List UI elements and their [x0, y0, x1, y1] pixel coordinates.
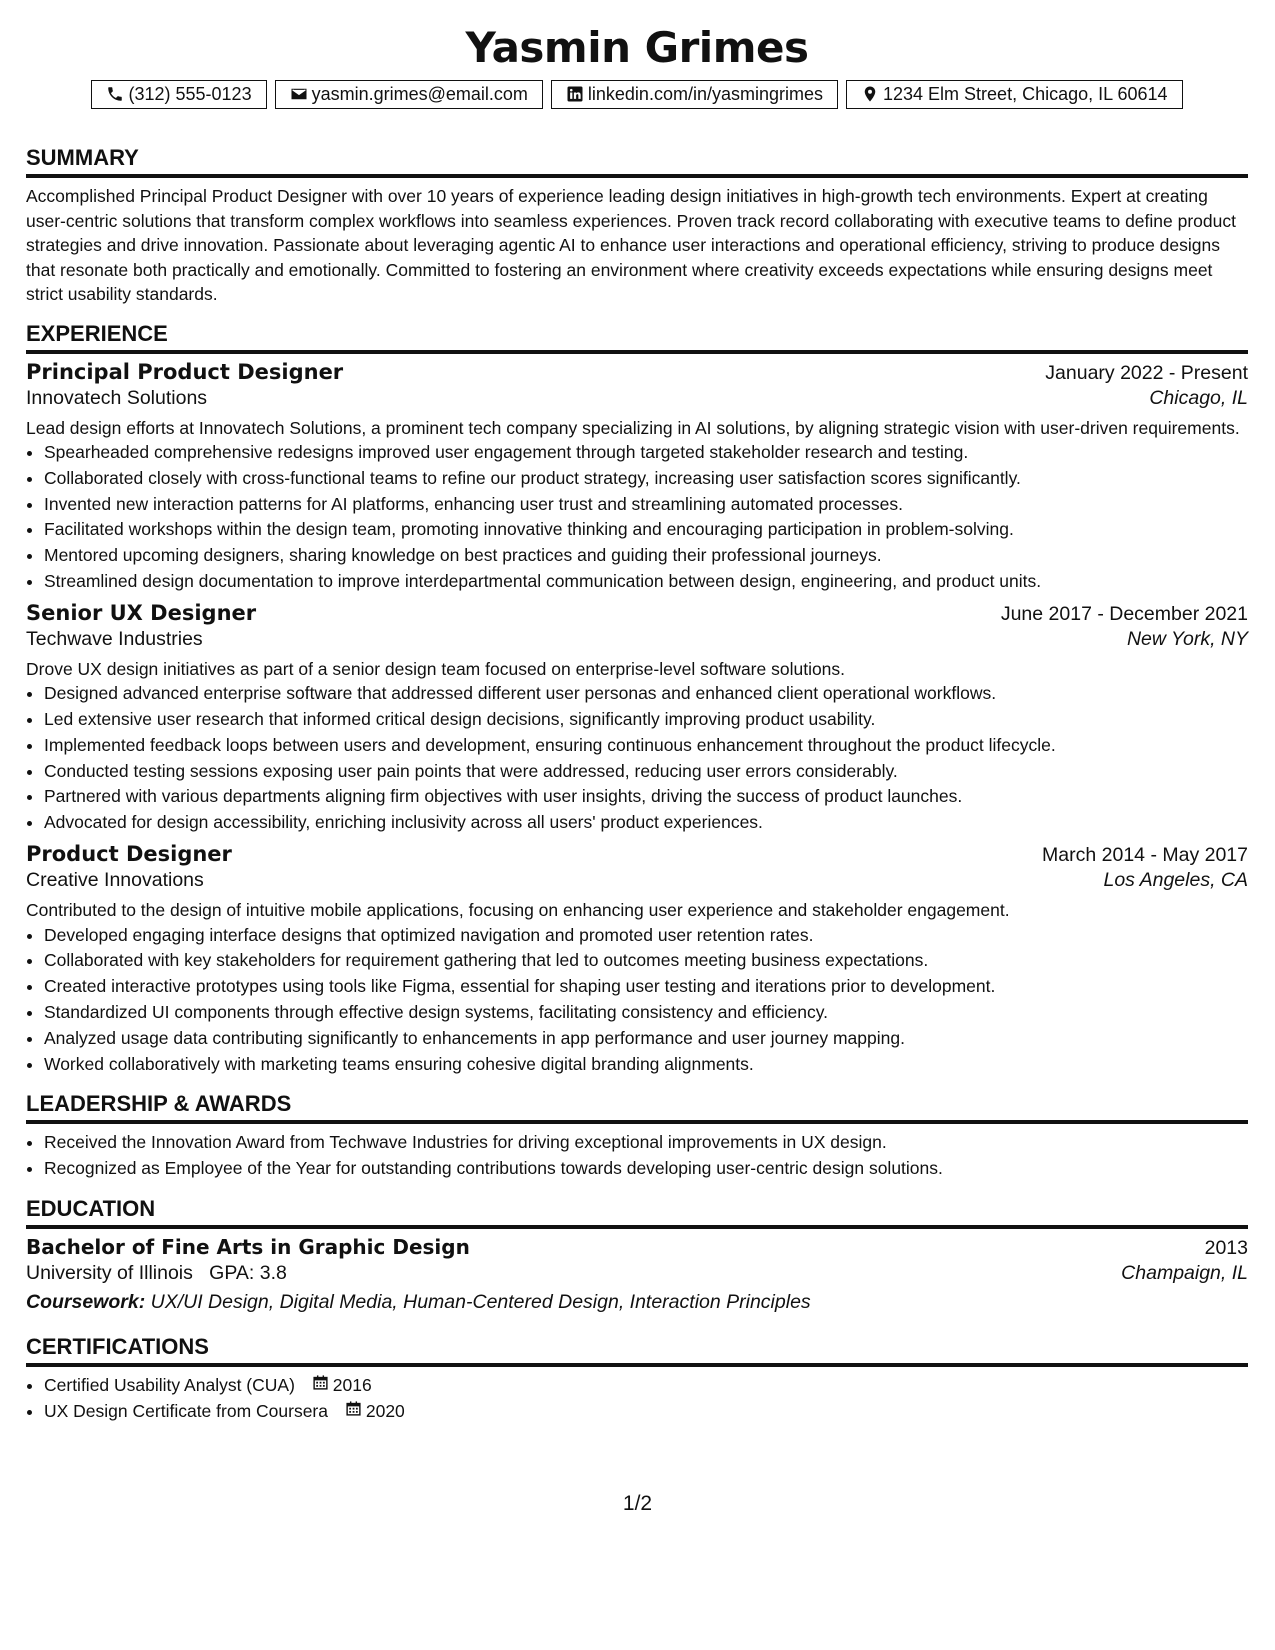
cert-year: 2016: [332, 1374, 372, 1395]
envelope-icon: [290, 85, 308, 103]
education-section: [26, 1196, 1248, 1314]
list-item: • Led extensive user research that informed critical design decisions, significantly improving product usability.: [44, 707, 1248, 733]
contact-phone[interactable]: [91, 80, 266, 109]
job-location: Los Angeles, CA: [1103, 869, 1248, 892]
summary-section: [26, 145, 1248, 307]
job-company: Innovatech Solutions: [26, 386, 208, 409]
degree-title: Bachelor of Fine Arts in Graphic Design: [26, 1234, 470, 1259]
school-location: Champaign, IL: [1121, 1261, 1248, 1284]
contact-address[interactable]: [846, 80, 1183, 109]
list-item: • Recognized as Employee of the Year for outstanding contributions towards developing user-centric design solutions.: [44, 1156, 1248, 1182]
list-item: • Partnered with various departments aligning firm objectives with user insights, driving the success of product launches.: [44, 784, 1248, 810]
gpa: GPA: 3.8: [209, 1261, 287, 1284]
cert-year: 2020: [365, 1400, 405, 1421]
section-title-experience: EXPERIENCE: [26, 321, 1248, 354]
coursework-label: Coursework:: [26, 1290, 146, 1313]
list-item: • Invented new interaction patterns for AI platforms, enhancing user trust and streamlining automated processes.: [44, 492, 1248, 518]
coursework-list: UX/UI Design, Digital Media, Human-Centered Design, Interaction Principles: [150, 1290, 811, 1313]
job-dates: March 2014 - May 2017: [1042, 844, 1248, 867]
list-item: • Facilitated workshops within the design team, promoting innovative thinking and encouraging participation in problem-solving.: [44, 517, 1248, 543]
resume-page: [26, 0, 1248, 1425]
list-item: • Spearheaded comprehensive redesigns improved user engagement through targeted stakeholder research and testing.: [44, 440, 1248, 466]
job-dates: January 2022 - Present: [1045, 361, 1248, 384]
summary-text: Accomplished Principal Product Designer with over 10 years of experience leading design initiatives in high-growth tech environments. Expert at creating user-centric solutions that transform complex workflows into seamless experiences. Proven track record collaborating with executive teams to define product strategies and drive innovation. Passionate about leveraging agentic AI to enhance user interactions and operational efficiency, striving to produce designs that resonate both practically and emotionally. Committed to fostering an environment where creativity exceeds expectations while ensuring designs meet strict usability standards.: [26, 186, 1236, 304]
list-item: • Implemented feedback loops between users and development, ensuring continuous enhancement throughout the product lifecycle.: [44, 733, 1248, 759]
experience-section: [26, 321, 1248, 1078]
candidate-name: Yasmin Grimes: [465, 23, 809, 72]
job-entry: [26, 842, 1248, 1077]
contact-email[interactable]: [275, 80, 543, 109]
section-title-certifications: CERTIFICATIONS: [26, 1334, 1248, 1367]
list-item: [44, 1373, 1248, 1399]
list-item: • Analyzed usage data contributing significantly to enhancements in app performance and user journey mapping.: [44, 1026, 1248, 1052]
contact-bar: [26, 80, 1248, 109]
address-text: 1234 Elm Street, Chicago, IL 60614: [883, 84, 1168, 104]
job-company: Creative Innovations: [26, 869, 204, 892]
job-entry: [26, 601, 1248, 836]
leadership-section: [26, 1091, 1248, 1182]
list-item: • Worked collaboratively with marketing teams ensuring cohesive digital branding alignments.: [44, 1052, 1248, 1078]
list-item: • Developed engaging interface designs that optimized navigation and promoted user retention rates.: [44, 923, 1248, 949]
section-title-education: EDUCATION: [26, 1196, 1248, 1229]
list-item: • Standardized UI components through effective design systems, facilitating consistency and efficiency.: [44, 1000, 1248, 1026]
certifications-section: [26, 1334, 1248, 1425]
job-bullets: [26, 681, 1248, 836]
job-entry: [26, 360, 1248, 595]
calendar-icon: [345, 1399, 362, 1425]
list-item: • Received the Innovation Award from Techwave Industries for driving exceptional improvements in UX design.: [44, 1130, 1248, 1156]
awards-list: [26, 1130, 1248, 1182]
phone-icon: [106, 85, 124, 103]
certifications-list: [26, 1373, 1248, 1425]
coursework: [26, 1291, 1248, 1314]
job-company: Techwave Industries: [26, 627, 203, 650]
phone-text: (312) 555-0123: [128, 84, 252, 104]
section-title-leadership: LEADERSHIP & AWARDS: [26, 1091, 1248, 1124]
cert-name: Certified Usability Analyst (CUA): [44, 1374, 295, 1395]
job-title: Product Designer: [26, 842, 232, 867]
cert-name: UX Design Certificate from Coursera: [44, 1400, 328, 1421]
list-item: • Streamlined design documentation to improve interdepartmental communication between design, engineering, and product units.: [44, 569, 1248, 595]
email-text: yasmin.grimes@email.com: [311, 84, 528, 104]
list-item: [44, 1399, 1248, 1425]
job-description: Lead design efforts at Innovatech Solutions, a prominent tech company specializing in AI solutions, by aligning strategic vision with user-driven requirements.: [26, 417, 1240, 438]
list-item: • Advocated for design accessibility, enriching inclusivity across all users' product experiences.: [44, 810, 1248, 836]
list-item: • Collaborated closely with cross-functional teams to refine our product strategy, increasing user satisfaction scores significantly.: [44, 466, 1248, 492]
section-title-summary: SUMMARY: [26, 145, 1248, 178]
page-number: 1/2: [622, 1492, 653, 1515]
list-item: • Collaborated with key stakeholders for requirement gathering that led to outcomes meeting business expectations.: [44, 948, 1248, 974]
list-item: • Created interactive prototypes using tools like Figma, essential for shaping user testing and iterations prior to development.: [44, 974, 1248, 1000]
job-bullets: [26, 923, 1248, 1078]
list-item: • Mentored upcoming designers, sharing knowledge on best practices and guiding their professional journeys.: [44, 543, 1248, 569]
job-description: Drove UX design initiatives as part of a senior design team focused on enterprise-level software solutions.: [26, 658, 846, 679]
job-dates: June 2017 - December 2021: [1000, 602, 1248, 625]
job-location: Chicago, IL: [1149, 386, 1248, 409]
school-name: University of Illinois: [26, 1261, 193, 1284]
linkedin-text: linkedin.com/in/yasmingrimes: [587, 84, 823, 104]
list-item: • Designed advanced enterprise software that addressed different user personas and enhanced client operational workflows.: [44, 681, 1248, 707]
calendar-icon: [312, 1373, 329, 1399]
job-description: Contributed to the design of intuitive mobile applications, focusing on enhancing user experience and stakeholder engagement.: [26, 900, 1010, 921]
contact-linkedin[interactable]: [551, 80, 838, 109]
job-title: Principal Product Designer: [26, 359, 344, 384]
job-bullets: [26, 440, 1248, 595]
linkedin-icon: [566, 85, 584, 103]
list-item: • Conducted testing sessions exposing user pain points that were addressed, reducing user errors considerably.: [44, 759, 1248, 785]
graduation-year: 2013: [1204, 1236, 1248, 1259]
job-title: Senior UX Designer: [26, 600, 257, 625]
job-location: New York, NY: [1126, 627, 1248, 650]
map-pin-icon: [861, 85, 879, 103]
